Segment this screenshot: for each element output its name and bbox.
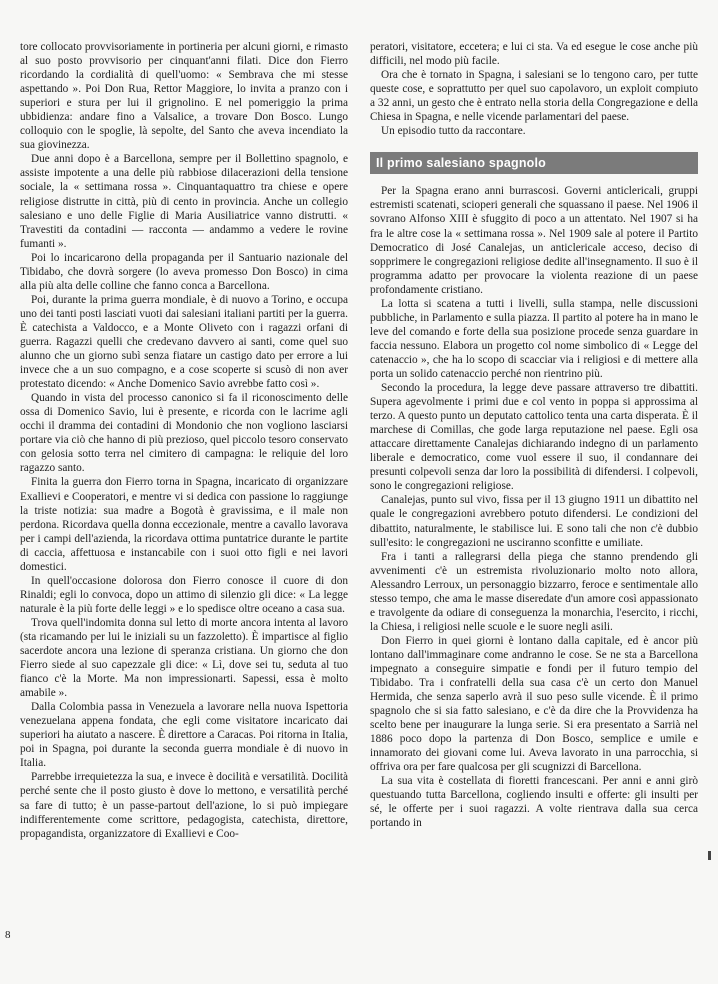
paragraph: tore collocato provvisoriamente in portineria per alcuni giorni, e rimasto al suo posto provvisorio per cinquant'anni filati. Dice don Fierro ricordando la cordialità di quell'uomo: « Sembrava che mi stesse aspettando ». Poi Don Rua, Rettor Maggiore, lo invita a pranzo con i superiori e stura per lui il grignolino. E nel pomeriggio la prima ubbidienza: andare fino a Valsalice, a trovare Don Bosco. Lungo colloquio con le spoglie, là sepolte, del Santo che aveva incendiato la sua giovinezza. <box>20 41 348 152</box>
paragraph: Poi, durante la prima guerra mondiale, è di nuovo a Torino, e occupa uno dei tanti posti lasciati vuoti dai salesiani italiani partiti per la guerra. È catechista a Valdocco, e a Monte Oliveto con i ragazzi orfani di guerra. Ragazzi quelli che credevano davvero ai santi, come quel suo alunno che un giorno subì senza fiatare un castigo dato per errore a lui invece che a un suo compagno, e a cose scoperte si scusò di non aver protestato dicendo: « Anche Domenico Savio avrebbe fatto così ». <box>20 293 348 391</box>
paragraph: Un episodio tutto da raccontare. <box>381 125 526 138</box>
section-heading: Il primo salesiano spagnolo <box>370 152 698 174</box>
paragraph: Finita la guerra don Fierro torna in Spagna, incaricato di organizzare Exallievi e Cooperatori, e mentre vi si dedica con passione lo raggiunge la triste notizia: sua madre a Bogotà è gravissima, e il male non perdona. Ricordava quella donna eccezionale, mentre a cavallo lavorava per i campi dell'azienda, la ricordava ottima puntatrice durante le partite di caccia, affettuosa e instancabile con i suoi otto figli e nei lavori domestici. <box>20 476 348 573</box>
paragraph: La lotta si scatena a tutti i livelli, sulla stampa, nelle discussioni pubbliche, in Parlamento e sulla piazza. Il partito al potere ha in mano le leve del comando e forte della sua posizione procede senza guardare in faccia nessuno. Elabora un progetto col nome simbolico di « Legge del catenaccio », che ha lo scopo di scacciar via i religiosi e di mettere alla porta un solido catenaccio perché non rientrino più. <box>370 297 698 380</box>
paragraph: peratori, visitatore, eccetera; e lui ci sta. Va ed esegue le cose anche più difficili, nel modo più facile. <box>370 41 698 68</box>
paragraph: Canalejas, punto sul vivo, fissa per il 13 giugno 1911 un dibattito nel quale le congregazioni avrebbero potuto difendersi. Le condizioni del dibattito, naturalmente, le stabilisce lui. E sono tali che non c'è dubbio sull'esito: le congregazioni ne usciranno sconfitte e umiliate. <box>370 494 698 549</box>
paragraph: Due anni dopo è a Barcellona, sempre per il Bollettino spagnolo, e assiste impotente a una delle più rabbiose dilacerazioni della tensione sociale, la « settimana rossa ». Cinquantaquattro tra chiese e opere religiose distrutte in città, più di cento in provincia. Anche un collegio salesiano e uno delle Figlie di Maria Ausiliatrice vanno distrutti. « Travestiti da contadini — racconta — andammo a vedere le rovine fumanti ». <box>20 153 348 250</box>
right-column-top-text <box>370 40 698 138</box>
paragraph: Parrebbe irrequietezza la sua, e invece è docilità e versatilità. Docilità perché sente che il posto giusto è dove lo mettono, e versatilità perché sa fare di tutto; è un passe-partout dell'azione, lo si può impiegare indifferentemente come scrittore, pedagogista, catechista, direttore, propagandista, organizzatore di Exallievi e Coo- <box>20 771 348 840</box>
paragraph: Secondo la procedura, la legge deve passare attraverso tre dibattiti. Supera agevolmente i primi due e col vento in poppa si approssima al terzo. A questo punto un deputato cattolico tenta una carta disperata. È il marchese di Comillas, che gode larga reputazione nel paese. Egli osa attaccare direttamente Canalejas dichiarando indegno di un parlamento liberale e democratico, come vuol essere il suo, il condannare dei presunti colpevoli senza dar loro la possibilità di difendersi. I colpevoli, sono le congregazioni religiose. <box>370 382 698 493</box>
paragraph: Ora che è tornato in Spagna, i salesiani se lo tengono caro, per tutte queste cose, e soprattutto per quel suo capolavoro, un exploit compiuto a 32 anni, un gesto che è entrato nella storia della Congregazione e della Chiesa in Spagna, e nelle vicende parlamentari del paese. <box>370 69 698 124</box>
margin-mark <box>708 851 711 860</box>
paragraph: Dalla Colombia passa in Venezuela a lavorare nella nuova Ispettoria venezuelana appena fondata, che egli come visitatore incaricato dai superiori ha aiutato a nascere. È direttore a Caracas. Poi ritorna in Italia, poi in Spagna, poi durante la seconda guerra mondiale è di nuovo in Italia. <box>20 701 348 770</box>
paragraph: In quell'occasione dolorosa don Fierro conosce il cuore di don Rinaldi; egli lo convoca, dopo un attimo di silenzio gli dice: « La legge naturale è la più forte delle leggi » e lo spedisce oltre oceano a casa sua. <box>20 574 348 615</box>
left-column <box>20 40 348 841</box>
paragraph: Trova quell'indomita donna sul letto di morte ancora intenta al lavoro (sta ricamando per lui le iniziali su un fazzoletto). È impartisce al figlio sacerdote ancora una lezione di speranza cristiana. Un giorno che don Fierro siede al suo capezzale gli dice: « Lì, dove sei tu, seduta al tuo fianco c'è la Morte. Ma non impressionarti. Sapessi, essa è molto amabile ». <box>20 616 348 700</box>
paragraph: La sua vita è costellata di fioretti francescani. Per anni e anni girò questuando tutta Barcellona, cogliendo insulti e offerte: gli insulti per sé, le offerte per i suoi ragazzi. A volte rientrava dalla sua cerca portando in <box>370 775 698 830</box>
paragraph: Quando in vista del processo canonico si fa il riconoscimento delle ossa di Domenico Savio, lui è presente, e ricorda con le lacrime agli occhi il dramma dei contadini di Mondonio che non vogliono lasciarsi portare via ciò che hanno di più prezioso, quel piccolo tesoro conservato con gelosia sotto terra nel cimitero di campagna: le reliquie del loro ragazzo santo. <box>20 392 348 475</box>
paragraph: Don Fierro in quei giorni è lontano dalla capitale, ed è ancor più lontano dall'immaginare come andranno le cose. Se ne sta a Barcellona impegnato a conseguire simpatie e fondi per il futuro tempio del Tibidabo. Tra i confratelli della sua casa c'è un certo don Manuel Hermida, che senza saperlo avrà il suo peso sulle vicende. È il primo spagnolo che si sia fatto salesiano, e c'è da dire che la Provvidenza ha scelto bene per inaugurare la lunga serie. Si era presentato a Sarrià nel 1886 poco dopo la partenza di Don Bosco, semplice e umile e innamorato dei giovani come lui. Aveva lavorato in una parrocchia, si offriva ora per fare qualcosa per gli scugnizzi di Barcellona. <box>370 634 698 774</box>
right-column <box>370 40 698 831</box>
paragraph: Poi lo incaricarono della propaganda per il Santuario nazionale del Tibidabo, che dovrà sorgere (lo aveva promesso Don Bosco) in cima alla più alta delle colline che fanno conca a Barcellona. <box>20 251 348 292</box>
paragraph: Fra i tanti a rallegrarsi della piega che stanno prendendo gli avvenimenti c'è un estremista rivoluzionario molto noto allora, Alessandro Lerroux, un personaggio bizzarro, feroce e sentimentale allo stesso tempo, che ama le masse diseredate d'un amore così appassionato e travolgente da odiare di conseguenza la monarchia, l'esercito, i ricchi, la Chiesa, i religiosi nelle scuole e le suore negli asili. <box>370 550 698 633</box>
paragraph: Per la Spagna erano anni burrascosi. Governi anticlericali, gruppi estremisti scatenati, scioperi generali che squassano il paese. Nel 1906 il sovrano Alfonso XIII è sfuggito di poco a un attentato. Nel 1907 si ha fra le altre cose la « settimana rossa ». Nel 1909 sale al potere il Partito Democratico di José Canalejas, un anticlericale acceso, deciso di sopprimere le congregazioni religiose dedite all'insegnamento. Il suo è il programma adatto per provocare la violenta reazione di un paese profondamente cristiano. <box>370 185 698 296</box>
right-column-bottom-text <box>370 184 698 830</box>
page-number: 8 <box>5 929 11 941</box>
